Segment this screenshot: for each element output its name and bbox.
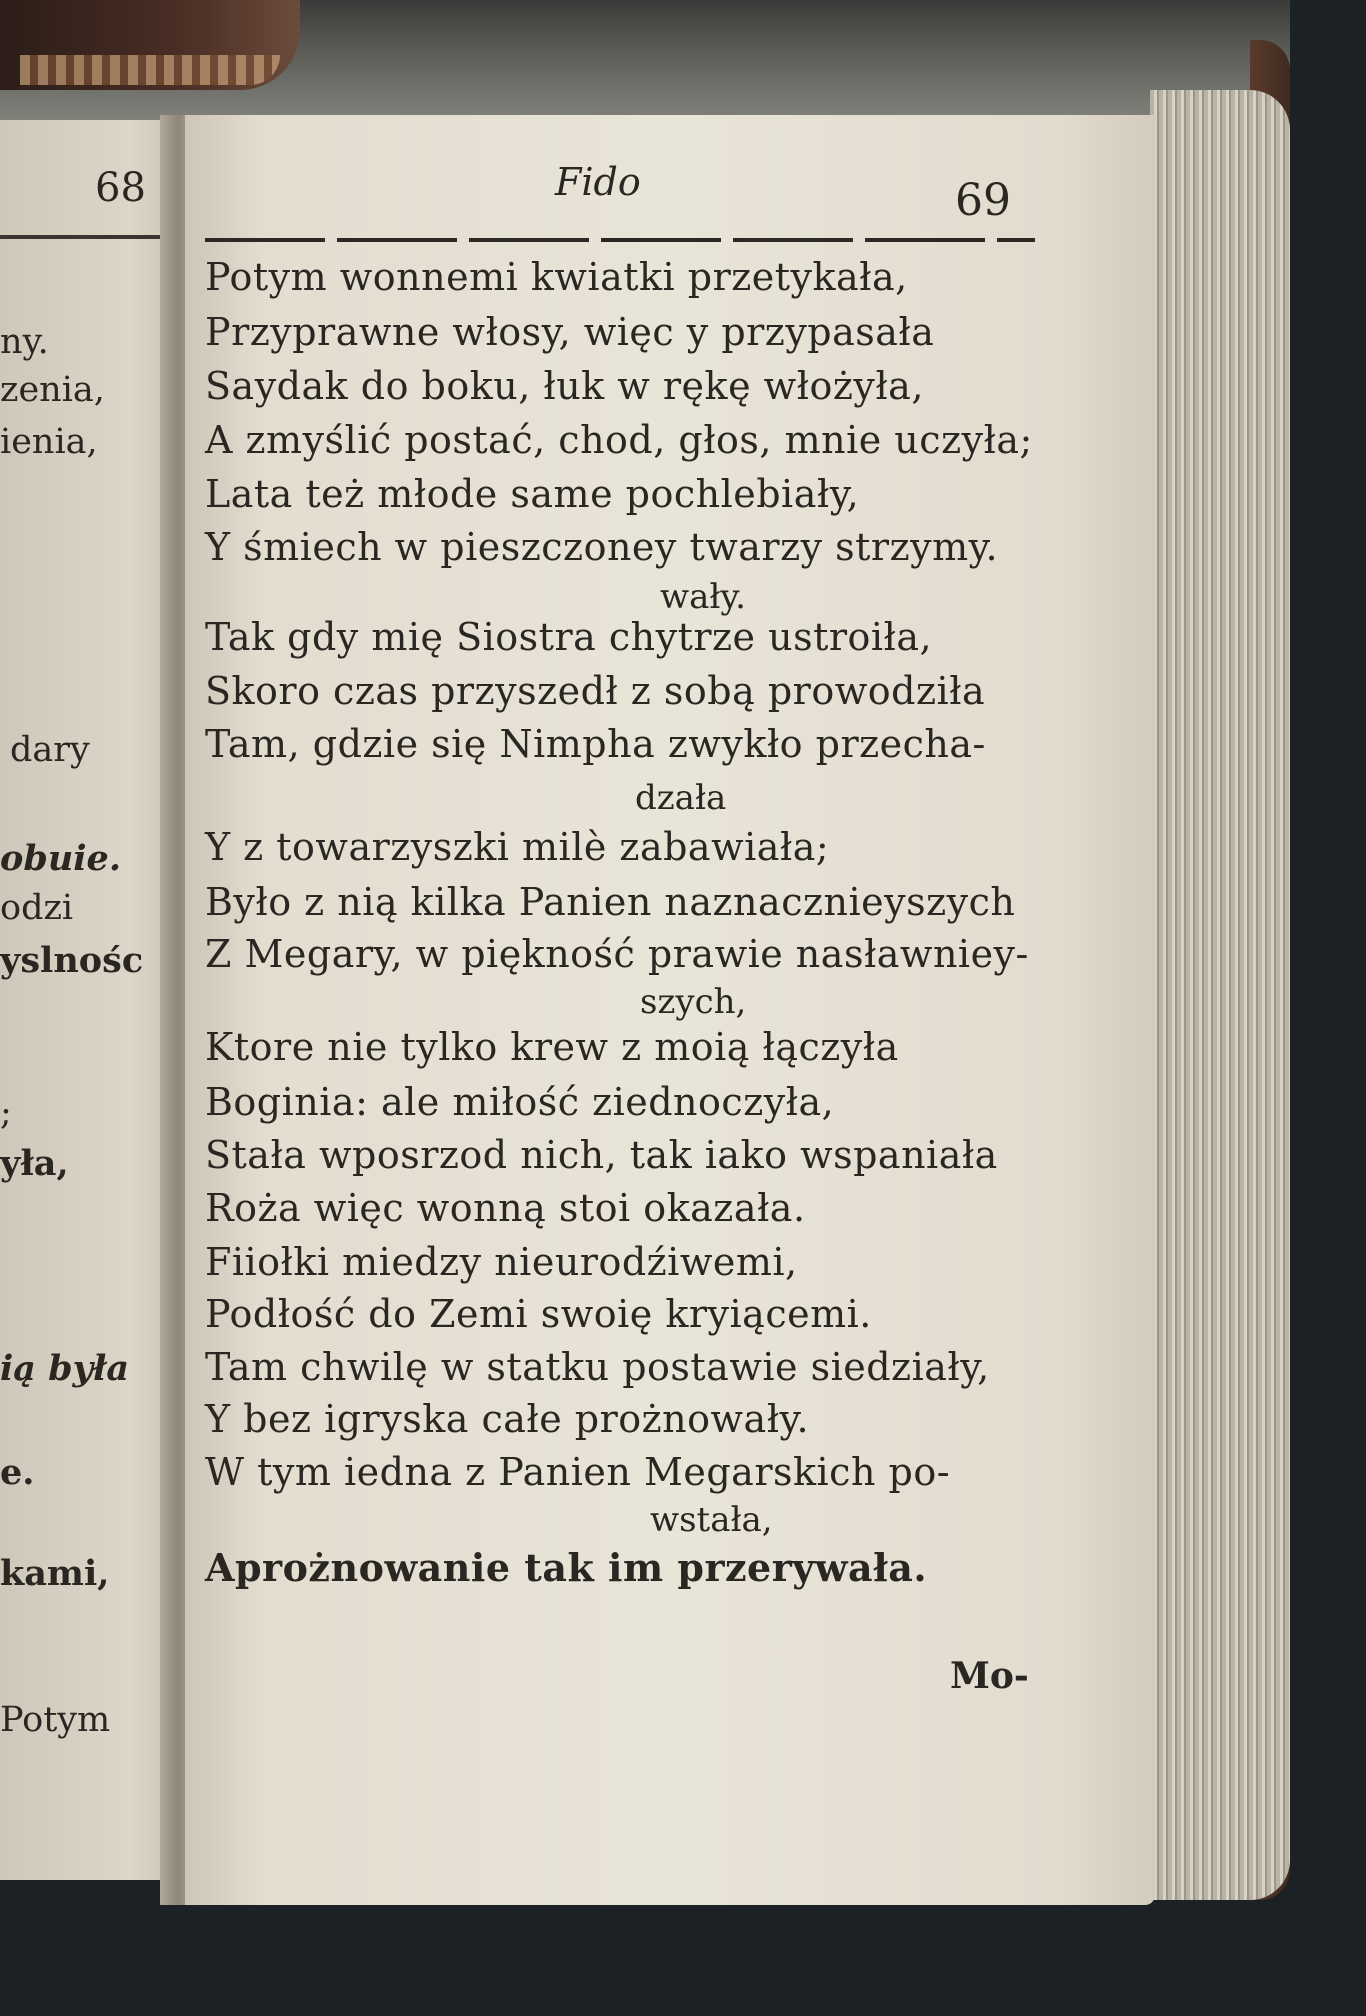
right-page-number: 69 — [955, 175, 1011, 226]
verse-line-continuation: dzała — [635, 778, 727, 818]
catchword: Mo- — [950, 1655, 1029, 1697]
running-title: Fido — [555, 160, 641, 204]
left-line-fragment: ny. — [0, 322, 49, 362]
verse-line: Y śmiech w pieszczoney twarzy strzymy. — [205, 525, 999, 569]
verse-line: Boginia: ale miłość ziednoczyła, — [205, 1080, 835, 1124]
left-line-fragment: yła, — [0, 1143, 69, 1184]
verse-line: Ktore nie tylko krew z moią łączyła — [205, 1025, 899, 1069]
verse-line-continuation: wały. — [660, 577, 746, 617]
verse-line-continuation: wstała, — [650, 1500, 773, 1540]
left-catchword: Potym — [0, 1700, 111, 1740]
verse-line: Saydak do boku, łuk w rękę włożyła, — [205, 364, 924, 408]
page-edges — [1150, 90, 1290, 1900]
verse-line: Lata też młode same pochlebiały, — [205, 472, 860, 516]
verse-line: Aprożnowanie tak im przerywała. — [205, 1545, 928, 1590]
left-line-fragment: ienia, — [0, 422, 98, 462]
left-header-rule — [0, 235, 160, 239]
verse-line: Z Megary, w piękność prawie nasławniey- — [205, 932, 1029, 976]
spine-stitching — [20, 55, 280, 85]
left-line-fragment: ; — [0, 1093, 12, 1133]
left-line-fragment: obuie. — [0, 838, 122, 879]
left-line-fragment: kami, — [0, 1553, 110, 1594]
left-line-fragment: yslnośc — [0, 940, 144, 981]
left-line-fragment: zenia, — [0, 370, 105, 410]
left-line-fragment: odzi — [0, 888, 74, 928]
verse-line: Y z towarzyszki milè zabawiała; — [205, 825, 830, 869]
left-line-fragment: ią była — [0, 1348, 130, 1389]
verse-line-continuation: szych, — [640, 982, 747, 1022]
verse-line: Potym wonnemi kwiatki przetykała, — [205, 255, 908, 299]
verse-line: Skoro czas przyszedł z sobą prowodziła — [205, 669, 986, 713]
verse-line: Roża więc wonną stoi okazała. — [205, 1186, 806, 1230]
verse-line: A zmyślić postać, chod, głos, mnie uczyła; — [205, 418, 1033, 462]
verse-line: Tam chwilę w statku postawie siedziały, — [205, 1345, 990, 1389]
verse-line: Przyprawne włosy, więc y przypasała — [205, 310, 935, 354]
left-page-number: 68 — [95, 165, 146, 211]
verse-line: Tak gdy mię Siostra chytrze ustroiła, — [205, 615, 933, 659]
verse-line: Tam, gdzie się Nimpha zwykło przecha- — [205, 722, 986, 766]
left-line-fragment: e. — [0, 1452, 35, 1493]
verse-line: Podłość do Zemi swoię kryiącemi. — [205, 1292, 872, 1336]
right-header-rule — [205, 238, 1035, 242]
verse-line: Stała wposrzod nich, tak iako wspaniała — [205, 1133, 998, 1177]
verse-line: Było z nią kilka Panien naznacznieyszych — [205, 880, 1016, 924]
verse-line: W tym iedna z Panien Megarskich po- — [205, 1450, 951, 1494]
verse-line: Y bez igryska całe prożnowały. — [205, 1397, 810, 1441]
left-line-fragment: dary — [10, 730, 90, 770]
verse-line: Fiiołki miedzy nieurodźiwemi, — [205, 1240, 798, 1284]
